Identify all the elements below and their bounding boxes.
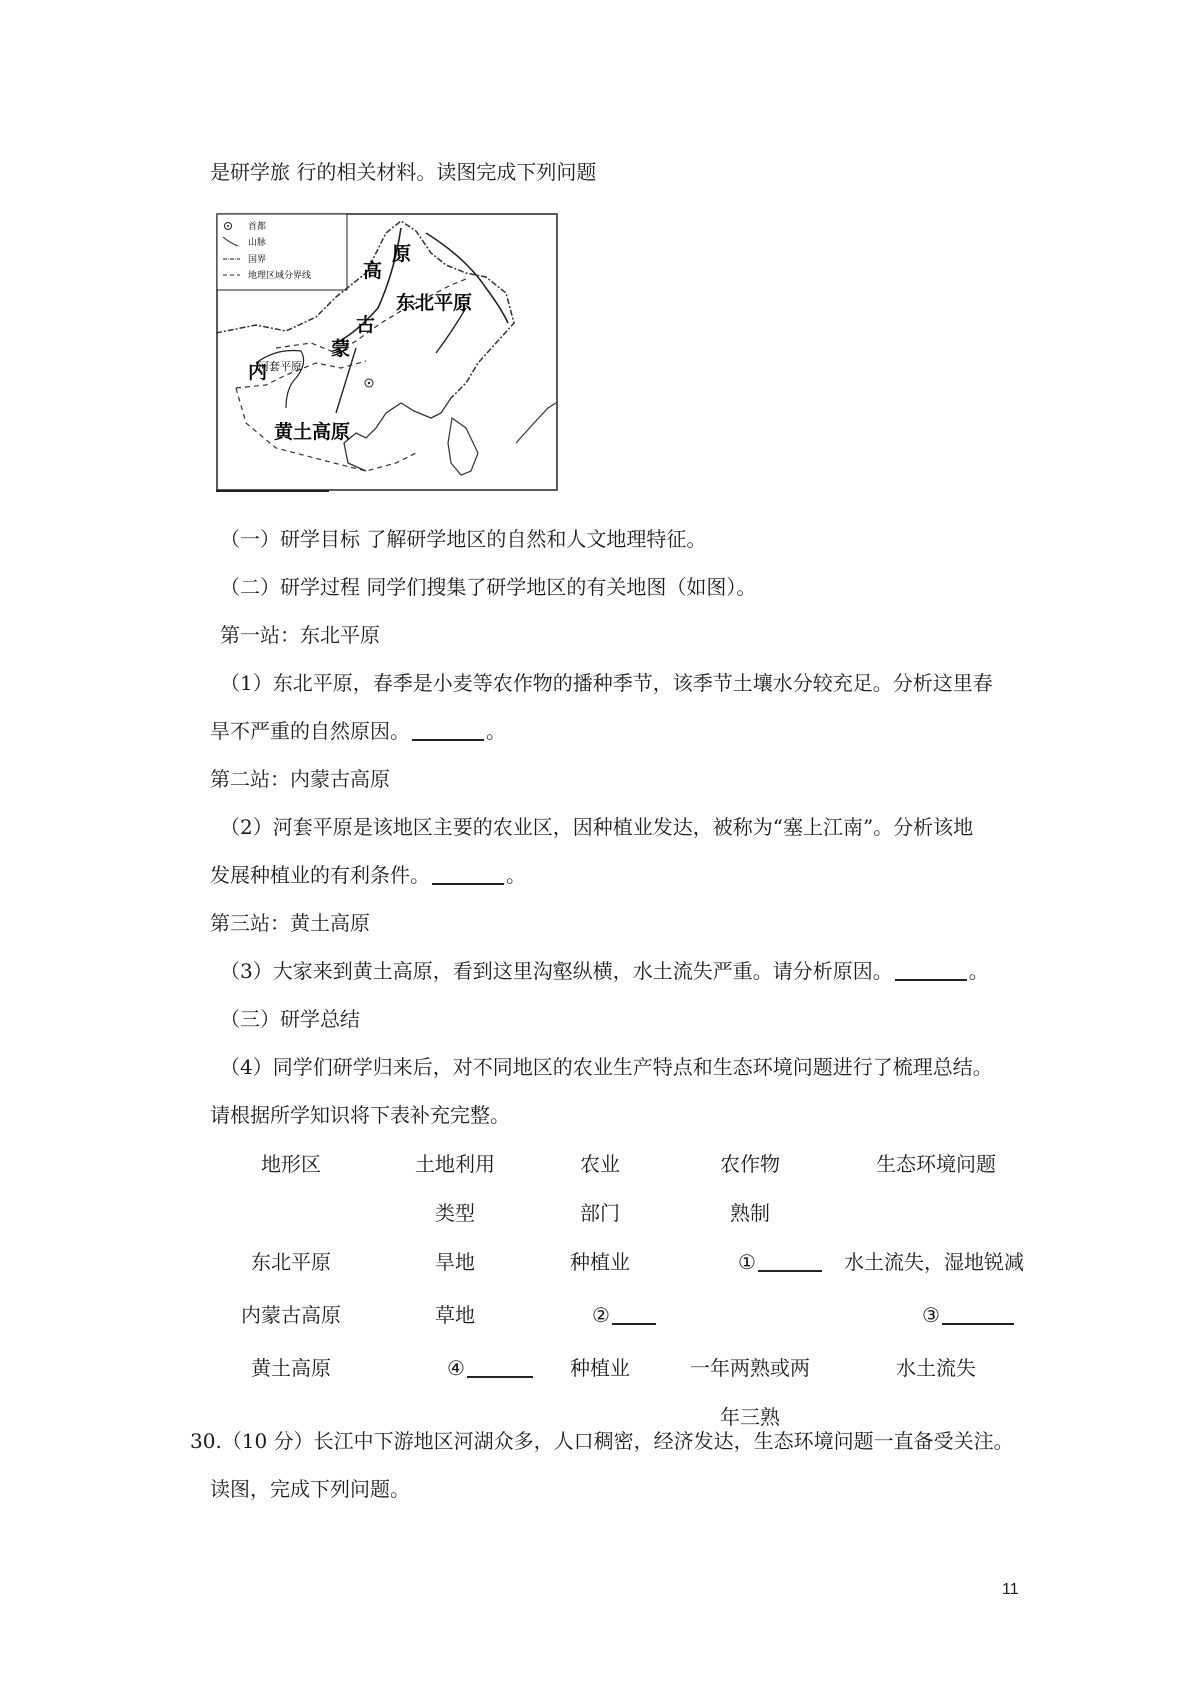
header-land-use: 土地利用 (415, 1152, 495, 1176)
question-30-line-1: 30.（10 分）长江中下游地区河湖众多，人口稠密，经济发达，生态环境问题一直备受关注。 (190, 1429, 1014, 1453)
station-1: 第一站：东北平原 (220, 623, 380, 647)
map-label-hetao: 河套平原 (258, 360, 302, 373)
question-30-line-2: 读图，完成下列问题。 (210, 1477, 410, 1501)
question-4-line-1: （4）同学们研学归来后，对不同地区的农业生产特点和生态环境问题进行了梳理总结。 (220, 1055, 993, 1079)
answer-blank-table-2[interactable] (612, 1303, 656, 1325)
row1-eco-issue: 水土流失，湿地锐减 (844, 1250, 1024, 1274)
row3-landform: 黄土高原 (251, 1356, 331, 1380)
header-agriculture: 农业 (580, 1152, 620, 1176)
question-4-line-2: 请根据所学知识将下表补充完整。 (210, 1103, 510, 1127)
station-3: 第三站：黄土高原 (210, 911, 370, 935)
answer-blank-3[interactable] (895, 959, 967, 981)
row1-landform: 东北平原 (251, 1250, 331, 1274)
row1-land-use: 旱地 (435, 1250, 475, 1274)
map-label-meng: 蒙 (331, 338, 351, 360)
answer-blank-table-3[interactable] (942, 1303, 1014, 1325)
header-land-use-type: 类型 (435, 1201, 475, 1225)
header-eco-issues: 生态环境问题 (876, 1152, 996, 1176)
question-3: （3）大家来到黄土高原，看到这里沟壑纵横，水土流失严重。请分析原因。 。 (220, 959, 989, 983)
legend-region-line: 地理区域分界线 (248, 271, 312, 281)
map-caption-underline (216, 490, 329, 492)
map-label-loess-plateau: 黄土高原 (274, 421, 351, 443)
row3-eco-issue: 水土流失 (896, 1356, 976, 1380)
intro-text: 是研学旅 行的相关材料。读图完成下列问题 (210, 160, 597, 184)
question-2-line-1: （2）河套平原是该地区主要的农业区，因种植业发达，被称为“塞上江南”。分析该地 (220, 815, 974, 839)
research-process: （二）研学过程 同学们搜集了研学地区的有关地图（如图）。 (220, 575, 757, 599)
legend-capital: 首都 (248, 222, 267, 232)
page-number: 11 (1002, 1581, 1019, 1598)
answer-blank-table-1[interactable] (758, 1250, 822, 1272)
station-2: 第二站：内蒙古高原 (210, 767, 390, 791)
map-label-gu: 古 (356, 314, 376, 336)
map-label-yuan: 原 (392, 243, 412, 265)
row3-blank-4: ④ (447, 1354, 535, 1382)
header-crops: 农作物 (720, 1152, 780, 1176)
header-landform: 地形区 (261, 1152, 321, 1176)
row2-blank-2: ② (592, 1301, 658, 1329)
map-label-nei: 内 (248, 361, 268, 383)
question-1-line-2: 旱不严重的自然原因。 。 (210, 719, 506, 743)
row3-cropping-line1: 一年两熟或两 (690, 1356, 810, 1380)
research-goal: （一）研学目标 了解研学地区的自然和人文地理特征。 (220, 527, 707, 551)
question-1-line-1: （1）东北平原，春季是小麦等农作物的播种季节，该季节土壤水分较充足。分析这里春 (220, 671, 993, 695)
map-label-gao: 高 (363, 260, 383, 282)
header-cropping-system: 熟制 (730, 1201, 770, 1225)
row1-sector: 种植业 (570, 1250, 630, 1274)
row2-blank-3: ③ (922, 1301, 1016, 1329)
legend-mountain: 山脉 (248, 238, 267, 248)
row2-landform: 内蒙古高原 (241, 1303, 341, 1327)
legend-border: 国界 (248, 255, 267, 265)
answer-blank-table-4[interactable] (467, 1356, 533, 1378)
row3-sector: 种植业 (570, 1356, 630, 1380)
question-30-number: 30. (190, 1429, 222, 1453)
question-2-line-2: 发展种植业的有利条件。 。 (210, 863, 526, 887)
region-map (216, 213, 558, 491)
answer-blank-1[interactable] (412, 719, 484, 741)
row3-cropping-line2: 年三熟 (720, 1405, 780, 1429)
row2-land-use: 草地 (435, 1303, 475, 1327)
row1-blank-1: ① (738, 1248, 824, 1276)
summary-heading: （三）研学总结 (220, 1007, 360, 1031)
answer-blank-2[interactable] (432, 863, 504, 885)
header-sector: 部门 (580, 1201, 620, 1225)
map-label-northeast-plain: 东北平原 (396, 292, 473, 314)
